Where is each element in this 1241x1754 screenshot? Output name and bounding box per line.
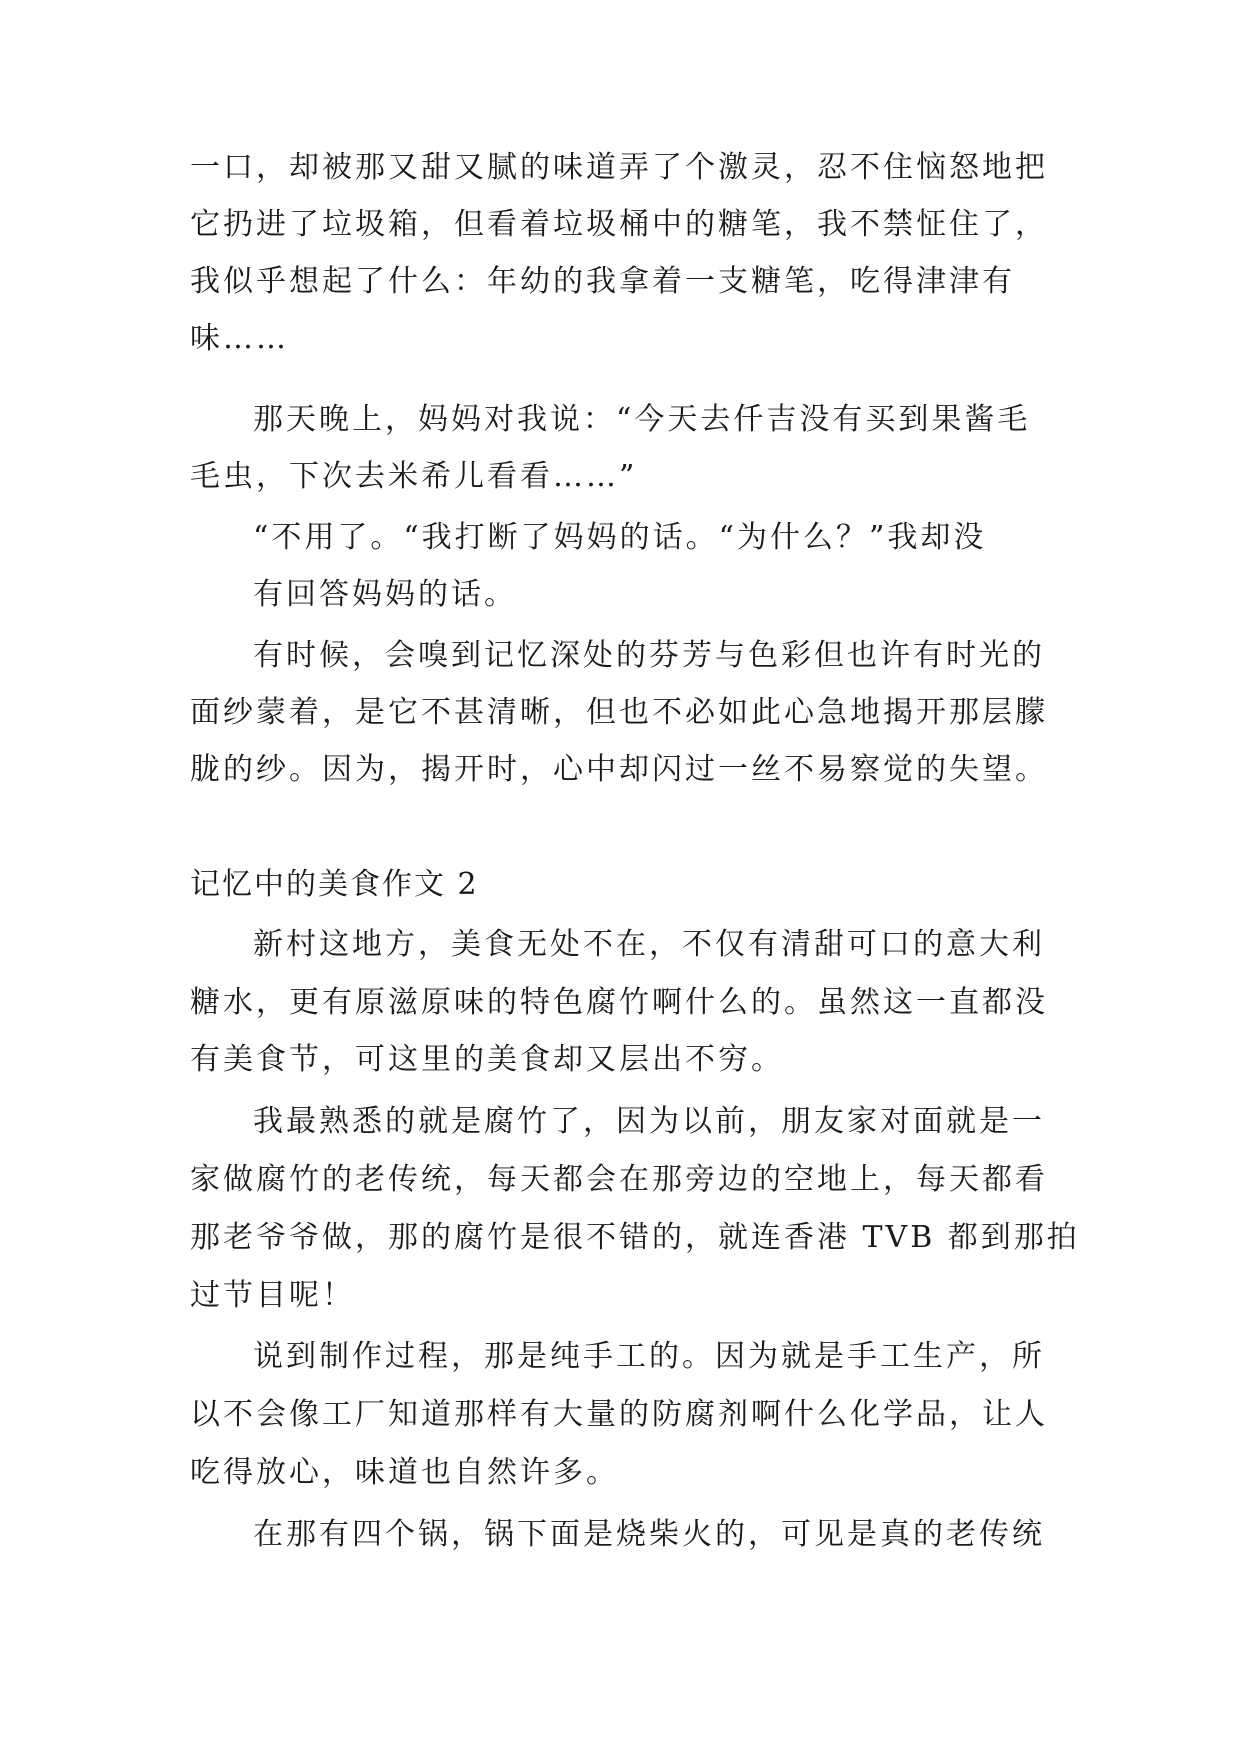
paragraph-line: 在那有四个锅，锅下面是烧柴火的，可见是真的老传统 [253, 1517, 1045, 1552]
section-heading: 记忆中的美食作文 2 [190, 867, 479, 902]
paragraph-line: 我最熟悉的就是腐竹了，因为以前，朋友家对面就是一 [253, 1104, 1045, 1139]
paragraph-line: 我似乎想起了什么：年幼的我拿着一支糖笔，吃得津津有 [190, 264, 1015, 299]
paragraph-line: 有美食节，可这里的美食却又层出不穷。 [190, 1042, 784, 1077]
paragraph-line: 那天晚上，妈妈对我说：“今天去仟吉没有买到果酱毛 [253, 402, 1031, 437]
paragraph-line: 以不会像工厂知道那样有大量的防腐剂啊什么化学品，让人 [190, 1397, 1048, 1432]
paragraph-line: 面纱蒙着，是它不甚清晰，但也不必如此心急地揭开那层朦 [190, 695, 1048, 730]
paragraph-line: 那老爷爷做，那的腐竹是很不错的，就连香港 TVB 都到那拍 [190, 1220, 1080, 1255]
paragraph-line: 过节目呢！ [190, 1278, 355, 1313]
paragraph-line: 有时候，会嗅到记忆深处的芬芳与色彩但也许有时光的 [253, 638, 1045, 673]
paragraph-line: 一口，却被那又甜又腻的味道弄了个激灵，忍不住恼怒地把 [190, 150, 1048, 185]
paragraph-line: 味…… [190, 321, 289, 356]
paragraph-line: 新村这地方，美食无处不在，不仅有清甜可口的意大利 [253, 927, 1045, 962]
paragraph-line: 胧的纱。因为，揭开时，心中却闪过一丝不易察觉的失望。 [190, 752, 1048, 787]
paragraph-line: 说到制作过程，那是纯手工的。因为就是手工生产，所 [253, 1339, 1045, 1374]
paragraph-line: “不用了。“我打断了妈妈的话。“为什么？”我却没 [253, 520, 987, 555]
paragraph-line: 糖水，更有原滋原味的特色腐竹啊什么的。虽然这一直都没 [190, 985, 1048, 1020]
paragraph-line: 有回答妈妈的话。 [253, 577, 517, 612]
paragraph-line: 吃得放心，味道也自然许多。 [190, 1455, 619, 1490]
paragraph-line: 毛虫，下次去米希儿看看……” [190, 459, 638, 494]
paragraph-line: 它扔进了垃圾箱，但看着垃圾桶中的糖笔，我不禁怔住了， [190, 207, 1048, 242]
paragraph-line: 家做腐竹的老传统，每天都会在那旁边的空地上，每天都看 [190, 1162, 1048, 1197]
